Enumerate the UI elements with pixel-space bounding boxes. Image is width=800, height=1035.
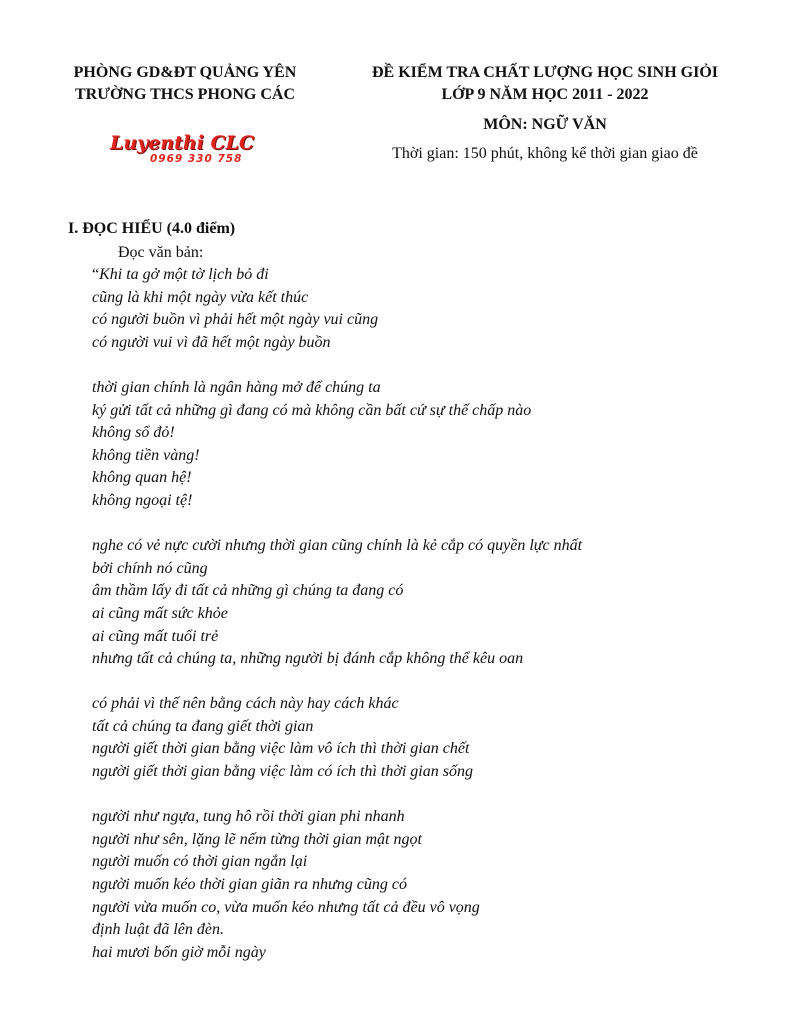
poem-line: cũng là khi một ngày vừa kết thúc [92, 288, 309, 306]
exam-subject: MÔN: NGỮ VĂN [483, 116, 607, 133]
poem-line: người vừa muốn co, vừa muốn kéo nhưng tất cả đều vô vọng [92, 898, 480, 916]
poem-line: có phải vì thế nên bằng cách này hay cách khác [92, 695, 399, 713]
stanza-gap [92, 671, 732, 694]
poem-line: nhưng tất cả chúng ta, những người bị đánh cắp không thể kêu oan [92, 650, 524, 668]
exam-duration: Thời gian: 150 phút, không kể thời gian giao đề [392, 145, 698, 162]
stanza-gap [92, 784, 732, 807]
poem-line: bởi chính nó cũng [92, 559, 208, 577]
poem-line: không tiền vàng! [92, 446, 200, 464]
poem-line: người giết thời gian bằng việc làm có ích thì thời gian sống [92, 763, 473, 781]
poem-line: người như ngựa, tung hô rồi thời gian phi nhanh [92, 808, 405, 826]
poem-line: định luật đã lên đèn. [92, 921, 224, 939]
poem-line: ai cũng mất tuổi trẻ [92, 627, 219, 645]
poem-line: người như sên, lặng lẽ nếm từng thời gian mật ngọt [92, 830, 422, 848]
open-quote: “ [92, 266, 100, 283]
poem-line: ai cũng mất sức khỏe [92, 604, 228, 622]
school-header [40, 62, 330, 106]
poem-line: không sổ đỏ! [92, 424, 175, 442]
poem-line: có người buồn vì phải hết một ngày vui cũng [92, 311, 379, 329]
poem-line: người giết thời gian bằng việc làm vô ích thì thời gian chết [92, 740, 470, 758]
poem-line: ký gửi tất cả những gì đang có mà không cần bất cứ sự thế chấp nào [92, 401, 532, 419]
poem-line: thời gian chính là ngân hàng mở để chúng ta [92, 378, 381, 396]
poem-line: “Khi ta gở một tờ lịch bỏ đi [92, 266, 269, 283]
exam-grade-year: LỚP 9 NĂM HỌC 2011 - 2022 [441, 86, 649, 103]
section-intro: Đọc văn bản: [118, 244, 204, 261]
poem-text [92, 264, 732, 964]
poem-line: tất cả chúng ta đang giết thời gian [92, 717, 314, 735]
poem-line: người muốn có thời gian ngắn lại [92, 853, 308, 871]
watermark-logo [110, 133, 270, 165]
section-title: I. ĐỌC HIỂU (4.0 điểm) [68, 220, 236, 237]
stanza-gap [92, 354, 732, 377]
poem-line: hai mươi bốn giờ mỗi ngày [92, 943, 266, 961]
stanza-gap [92, 513, 732, 536]
school-name: TRƯỜNG THCS PHONG CÁC [74, 86, 295, 103]
poem-line: người muốn kéo thời gian giãn ra nhưng cũng có [92, 876, 407, 894]
poem-line: có người vui vì đã hết một ngày buồn [92, 333, 331, 351]
exam-title: ĐỀ KIỂM TRA CHẤT LƯỢNG HỌC SINH GIỎI [372, 64, 718, 81]
poem-line: nghe có vẻ nực cười nhưng thời gian cũng chính là kẻ cắp có quyền lực nhất [92, 537, 583, 555]
logo-name: Luyenthi CLC [110, 132, 255, 154]
logo-phone: 0969 330 758 [150, 153, 243, 165]
poem-line: không ngoại tệ! [92, 491, 193, 509]
exam-header [335, 62, 755, 106]
department-name: PHÒNG GD&ĐT QUẢNG YÊN [73, 64, 297, 81]
poem-line: âm thầm lấy đi tất cả những gì chúng ta đang có [92, 582, 404, 600]
poem-line: không quan hệ! [92, 469, 192, 487]
